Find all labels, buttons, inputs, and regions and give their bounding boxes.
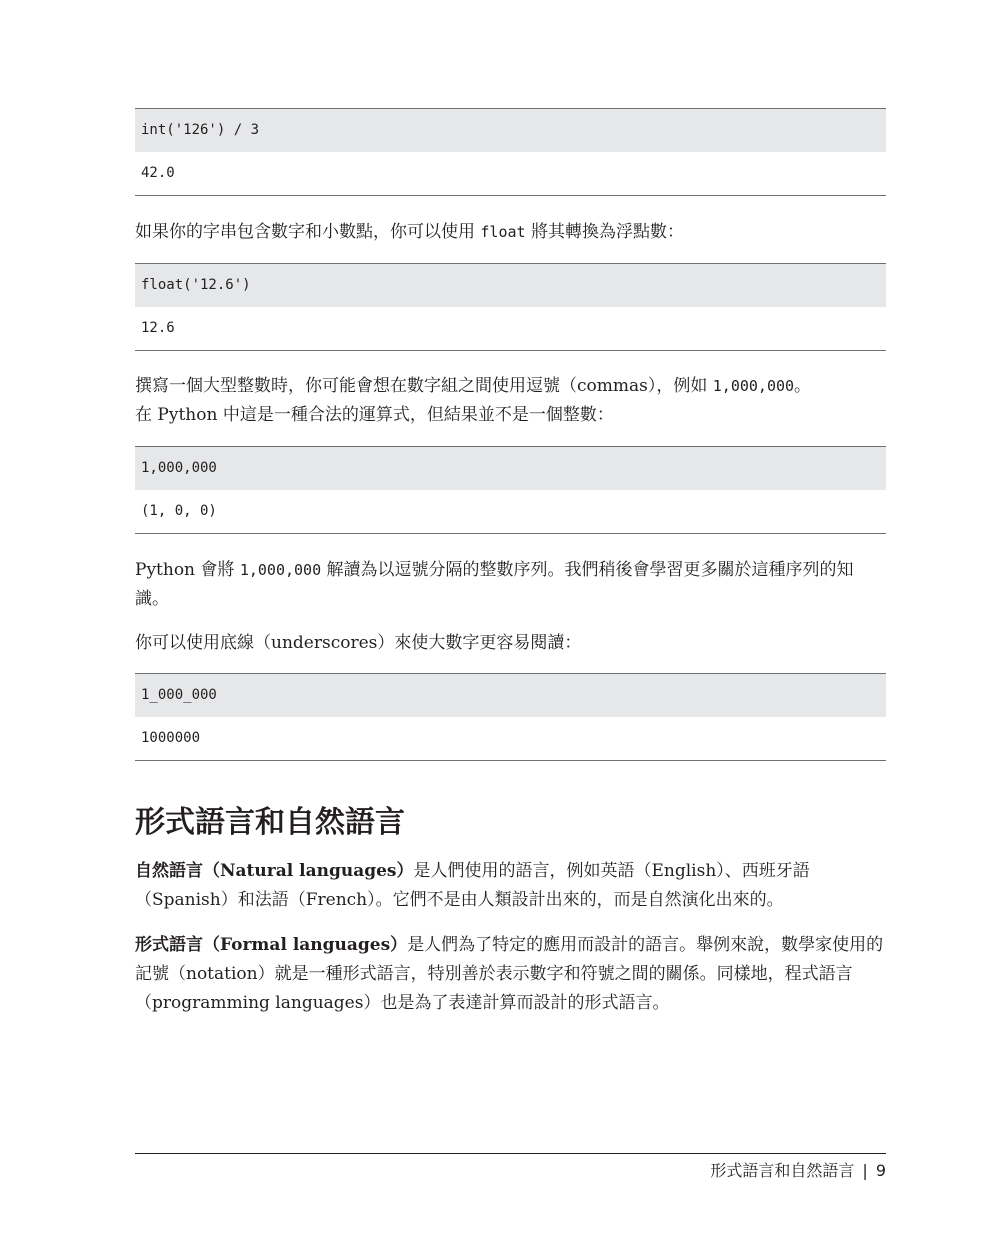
section-heading: 形式語言和自然語言 <box>135 805 405 840</box>
code-input: int('126') / 3 <box>135 109 886 152</box>
paragraph-text: Python 會將 <box>135 560 240 580</box>
paragraph-formal-languages <box>135 931 886 1018</box>
paragraph-text: 如果你的字串包含數字和小數點，你可以使用 <box>135 222 481 242</box>
page-content <box>135 108 886 1018</box>
paragraph-line: 在 Python 中這是一種合法的運算式，但結果並不是一個整數： <box>135 405 614 425</box>
code-block-float <box>135 263 886 351</box>
code-input: 1,000,000 <box>135 447 886 490</box>
paragraph-text: 解讀為以逗號分隔的整數序列。我們稍後會學習更多關於這種序列的知識。 <box>135 560 854 609</box>
paragraph-text: 。 <box>794 376 812 396</box>
term-formal-languages: 形式語言（Formal languages） <box>135 935 408 955</box>
code-output: 42.0 <box>141 165 175 181</box>
paragraph-line <box>135 372 886 401</box>
paragraph-float <box>135 218 886 247</box>
paragraph-underscores: 你可以使用底線（underscores）來使大數字更容易閱讀： <box>135 633 582 653</box>
code-block-underscores <box>135 673 886 761</box>
page-number: 9 <box>875 1161 886 1180</box>
page-footer <box>710 1158 886 1184</box>
inline-code: 1,000,000 <box>712 377 795 395</box>
code-output: 1000000 <box>141 730 201 746</box>
footer-rule <box>135 1153 886 1154</box>
paragraph-commas <box>135 372 886 430</box>
inline-code: 1,000,000 <box>239 561 322 579</box>
paragraph-sequence <box>135 556 886 614</box>
paragraph-text: 是人們為了特定的應用而設計的語言。舉例來說，數學家使用的記號（notation）就是一種形式語言，特別善於表示數字和符號之間的關係。同樣地，程式語言（programming languages）也是為了表達計算而設計的形式語言。 <box>135 935 884 1013</box>
term-natural-languages: 自然語言（Natural languages） <box>135 861 414 881</box>
paragraph-text: 是人們使用的語言，例如英語（English）、西班牙語（Spanish）和法語（French）。它們不是由人類設計出來的，而是自然演化出來的。 <box>135 861 810 910</box>
paragraph-text: 將其轉換為浮點數： <box>525 222 684 242</box>
running-title: 形式語言和自然語言 <box>710 1161 855 1180</box>
inline-code: float <box>480 223 526 241</box>
code-output: (1, 0, 0) <box>141 503 217 519</box>
code-block-commas <box>135 446 886 534</box>
paragraph-text: 撰寫一個大型整數時，你可能會想在數字組之間使用逗號（commas），例如 <box>135 376 713 396</box>
code-output: 12.6 <box>141 320 175 336</box>
code-input: float('12.6') <box>135 264 886 307</box>
code-block-int-division <box>135 108 886 196</box>
code-input: 1_000_000 <box>135 674 886 717</box>
paragraph-natural-languages <box>135 857 886 915</box>
footer-separator: | <box>862 1161 868 1180</box>
